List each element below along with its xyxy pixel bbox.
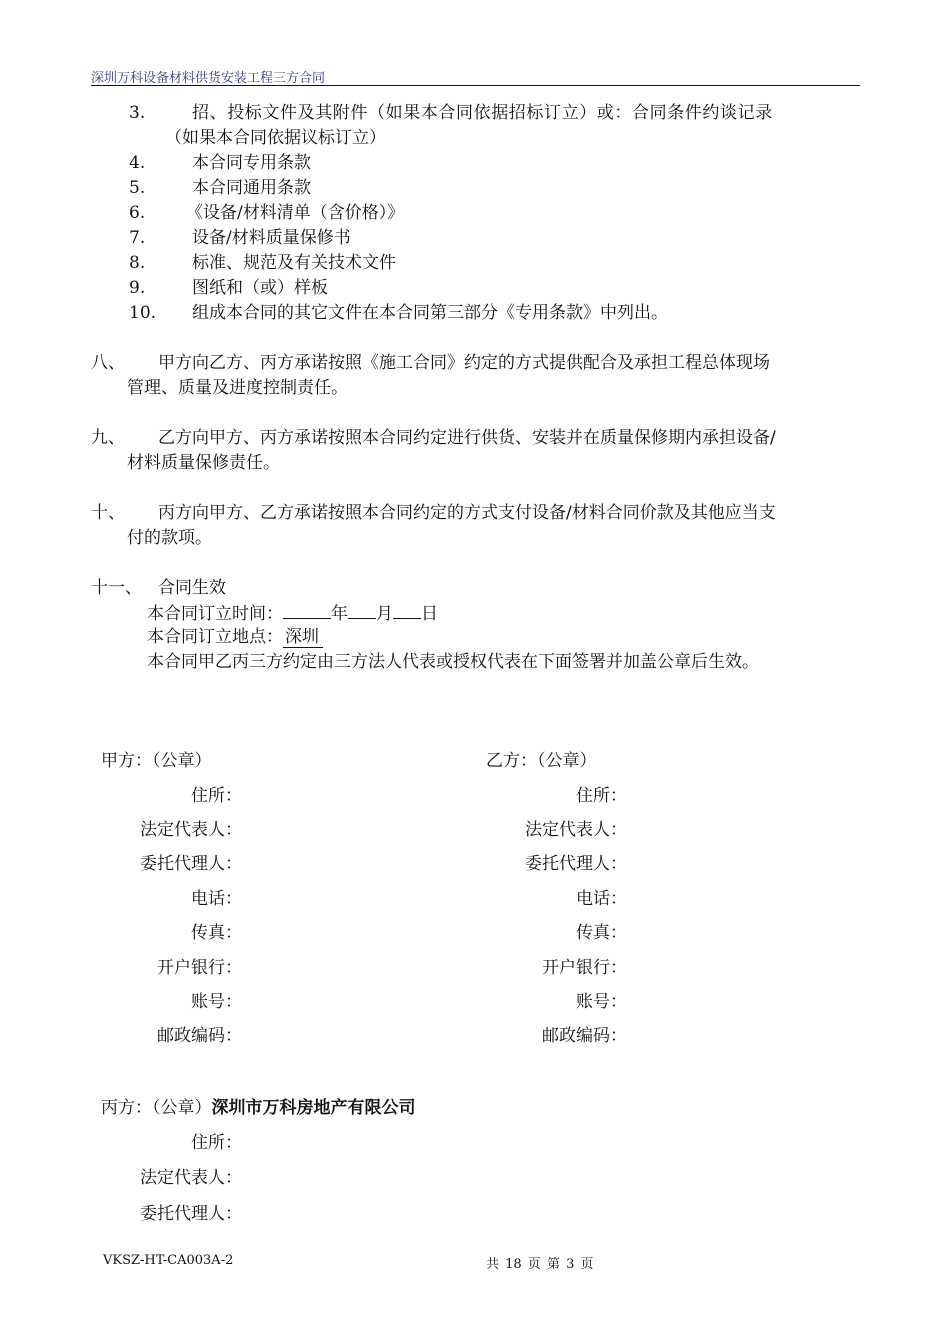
header-title: 深圳万科设备材料供货安装工程三方合同 — [91, 71, 326, 86]
party-b-legal-rep-label: 法定代表人： — [525, 820, 627, 840]
party-b-fax-label: 传真： — [576, 923, 627, 943]
list-item-number: 10. — [129, 303, 157, 323]
list-item-number: 4. — [129, 153, 146, 173]
list-item-text: 本合同专用条款 — [192, 153, 311, 173]
year-blank[interactable] — [283, 600, 331, 619]
party-a-postcode-label: 邮政编码： — [157, 1026, 242, 1046]
sign-place-line — [147, 625, 323, 649]
clause-text-cont: 管理、质量及进度控制责任。 — [127, 378, 348, 398]
party-b-title: 乙方：（公章） — [486, 751, 597, 771]
year-label: 年 — [331, 604, 348, 624]
sign-place-value: 深圳 — [283, 627, 323, 648]
month-blank[interactable] — [348, 600, 376, 619]
sign-date-label: 本合同订立时间： — [147, 604, 283, 624]
party-c-title: 丙方：（公章） — [101, 1098, 212, 1118]
list-item-text: 组成本合同的其它文件在本合同第三部分《专用条款》中列出。 — [192, 303, 668, 323]
day-blank[interactable] — [393, 600, 421, 619]
party-a-phone-label: 电话： — [191, 889, 242, 909]
party-b-bank-label: 开户银行： — [542, 958, 627, 978]
party-a-address-label: 住所： — [191, 786, 242, 806]
clause-text-cont: 付的款项。 — [127, 528, 212, 548]
party-c-agent-label: 委托代理人： — [140, 1204, 242, 1224]
header-rule — [91, 85, 860, 86]
list-item-continuation: （如果本合同依据议标订立） — [165, 128, 386, 148]
list-item-text: 招、投标文件及其附件（如果本合同依据招标订立）或：合同条件约谈记录 — [192, 103, 773, 123]
party-b-agent-label: 委托代理人： — [525, 854, 627, 874]
party-b-phone-label: 电话： — [576, 889, 627, 909]
list-item-text: 本合同通用条款 — [192, 178, 311, 198]
clause-text-cont: 材料质量保修责任。 — [127, 453, 280, 473]
party-c-name: 深圳市万科房地产有限公司 — [211, 1098, 416, 1118]
month-label: 月 — [376, 604, 393, 624]
party-a-title: 甲方：（公章） — [101, 751, 212, 771]
clause-title: 合同生效 — [158, 578, 226, 598]
list-item-text: 图纸和（或）样板 — [192, 278, 328, 298]
party-a-agent-label: 委托代理人： — [140, 854, 242, 874]
party-a-bank-label: 开户银行： — [157, 958, 242, 978]
clause-number: 十、 — [91, 503, 125, 523]
party-c-address-label: 住所： — [191, 1133, 242, 1153]
clause-number: 九、 — [91, 428, 125, 448]
sign-place-label: 本合同订立地点： — [147, 627, 283, 647]
clause-text: 乙方向甲方、丙方承诺按照本合同约定进行供货、安装并在质量保修期内承担设备/ — [158, 428, 776, 448]
footer-page-number: 共 18 页 第 3 页 — [486, 1257, 594, 1272]
party-c-title-line — [101, 1096, 416, 1120]
list-item-text: 《设备/材料清单（含价格）》 — [186, 203, 405, 223]
party-c-legal-rep-label: 法定代表人： — [140, 1168, 242, 1188]
clause-number: 八、 — [91, 353, 125, 373]
list-item-text: 设备/材料质量保修书 — [192, 228, 351, 248]
footer-doc-code: VKSZ-HT-CA003A-2 — [103, 1253, 234, 1268]
list-item-number: 7. — [129, 228, 146, 248]
list-item-number: 5. — [129, 178, 146, 198]
clause-text: 甲方向乙方、丙方承诺按照《施工合同》约定的方式提供配合及承担工程总体现场 — [158, 353, 770, 373]
clause-number: 十一、 — [91, 578, 142, 598]
party-a-account-label: 账号： — [191, 992, 242, 1012]
list-item-number: 8. — [129, 253, 146, 273]
party-a-fax-label: 传真： — [191, 923, 242, 943]
list-item-number: 3. — [129, 103, 146, 123]
sign-date-line — [147, 600, 438, 626]
party-a-legal-rep-label: 法定代表人： — [140, 820, 242, 840]
party-b-postcode-label: 邮政编码： — [542, 1026, 627, 1046]
list-item-text: 标准、规范及有关技术文件 — [192, 253, 396, 273]
effect-note: 本合同甲乙丙三方约定由三方法人代表或授权代表在下面签署并加盖公章后生效。 — [147, 652, 759, 672]
party-b-account-label: 账号： — [576, 992, 627, 1012]
clause-text: 丙方向甲方、乙方承诺按照本合同约定的方式支付设备/材料合同价款及其他应当支 — [158, 503, 776, 523]
day-label: 日 — [421, 604, 438, 624]
list-item-number: 6. — [129, 203, 146, 223]
list-item-number: 9. — [129, 278, 146, 298]
party-b-address-label: 住所： — [576, 786, 627, 806]
